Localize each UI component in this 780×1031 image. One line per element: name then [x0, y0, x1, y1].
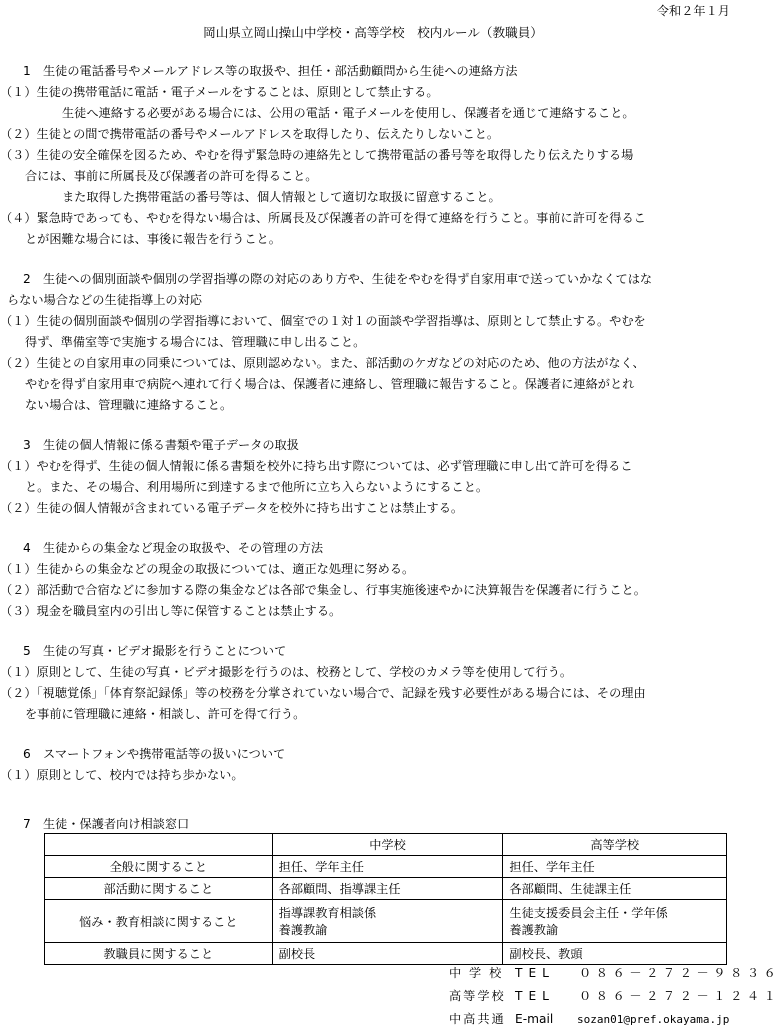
junior-high-cell [272, 856, 503, 878]
rule-line: 得ず、準備室等で実施する場合には、管理職に申し出ること。 [25, 335, 366, 349]
cell-line: 指導課教育相談係 [278, 906, 377, 920]
rule-line: と。また、その場合、利用場所に到達するまで他所に立ち入らないようにすること。 [25, 480, 489, 494]
contact-label: 中 学 校 [449, 966, 504, 980]
rules-sections [0, 61, 746, 805]
section-heading: 7 生徒・保護者向け相談窓口 [23, 817, 190, 831]
contact-line [449, 985, 780, 1008]
cell-line: 各部顧問、指導課主任 [278, 882, 401, 896]
rule-line: （２）生徒との間で携帯電話の番号やメールアドレスを取得したり、伝えたりしないこと。 [0, 127, 500, 141]
rule-item [0, 353, 746, 416]
rule-section [0, 269, 746, 416]
consultation-section [0, 814, 746, 835]
table-header-junior-high: 中学校 [272, 834, 503, 856]
rule-item [0, 124, 746, 145]
rule-item [0, 765, 746, 786]
document-title: 岡山県立岡山操山中学校・高等学校 校内ルール（教職員） [203, 25, 543, 40]
cell-line: 生徒支援委員会主任・学年係 [509, 906, 668, 920]
rule-item [0, 559, 746, 580]
rule-line: （１）生徒の個別面談や個別の学習指導において、個室での１対１の面談や学習指導は、原則として禁止する。やむを [0, 314, 646, 328]
document-date: 令和２年１月 [656, 4, 730, 18]
rule-item [0, 601, 746, 622]
rule-item [0, 580, 746, 601]
junior-high-cell [272, 900, 503, 943]
contact-line [449, 962, 780, 985]
rule-item [0, 208, 746, 250]
rule-line: やむを得ず自家用車で病院へ連れて行く場合は、保護者に連絡し、管理職に報告すること。保護者に連絡がとれ [25, 377, 635, 391]
cell-line: 担任、学年主任 [278, 860, 364, 874]
section-heading: 4 生徒からの集金など現金の取扱や、その管理の方法 [23, 541, 324, 555]
table-header-row [45, 834, 727, 856]
rule-line: （１）やむを得ず、生徒の個人情報に係る書類を校外に持ち出す際については、必ず管理職に申し出て許可を得るこ [0, 459, 633, 473]
table-row [45, 878, 727, 900]
cell-line: 担任、学年主任 [509, 860, 595, 874]
rule-line: （１）生徒からの集金などの現金の取扱については、適正な処理に努める。 [0, 562, 415, 576]
section-heading: 6 スマートフォンや携帯電話等の扱いについて [23, 747, 286, 761]
row-label: 全般に関すること [45, 856, 273, 878]
cell-line: 各部顧問、生徒課主任 [509, 882, 632, 896]
rule-line: 生徒へ連絡する必要がある場合には、公用の電話・電子メールを使用し、保護者を通じて連絡すること。 [62, 106, 635, 120]
junior-high-cell [272, 878, 503, 900]
high-school-cell [503, 900, 727, 943]
row-label: 悩み・教育相談に関すること [45, 900, 273, 943]
rule-line: （２）部活動で合宿などに参加する際の集金などは各部で集金し、行事実施後速やかに決算報告を保護者に行うこと。 [0, 583, 646, 597]
rule-item [0, 498, 746, 519]
email-address: sozan01@pref.okayama.jp [577, 1013, 730, 1026]
consultation-table [44, 833, 727, 965]
contact-info [449, 962, 780, 1031]
section-heading: 5 生徒の写真・ビデオ撮影を行うことについて [23, 644, 287, 658]
rule-line: （１）原則として、校内では持ち歩かない。 [0, 768, 244, 782]
cell-line: 養護教諭 [509, 923, 559, 937]
table-header-blank [45, 834, 273, 856]
phone-number: ０８６－２７２－９８３６ [579, 966, 780, 980]
rule-section [0, 61, 746, 250]
rule-line: を事前に管理職に連絡・相談し、許可を得て行う。 [25, 707, 306, 721]
rule-item [0, 145, 746, 208]
row-label: 教職員に関すること [45, 943, 273, 965]
rule-line: （４）緊急時であっても、やむを得ない場合は、所属長及び保護者の許可を得て連絡を行うこと。事前に許可を得るこ [0, 211, 646, 225]
rule-section [0, 641, 746, 725]
rule-item [0, 82, 746, 124]
rule-line: ない場合は、管理職に連絡すること。 [25, 398, 233, 412]
rule-section [0, 435, 746, 519]
cell-line: 養護教諭 [278, 923, 328, 937]
rule-line: （３）生徒の安全確保を図るため、やむを得ず緊急時の連絡先として携帯電話の番号等を取得したり伝えたりする場 [0, 148, 634, 162]
section-heading: らない場合などの生徒指導上の対応 [7, 293, 202, 307]
section-heading: 1 生徒の電話番号やメールアドレス等の取扱や、担任・部活動顧問から生徒への連絡方法 [23, 64, 518, 78]
contact-type: E-mail [515, 1012, 554, 1026]
rule-line: （１）原則として、生徒の写真・ビデオ撮影を行うのは、校務として、学校のカメラ等を使用して行う。 [0, 665, 573, 679]
section-heading: 2 生徒への個別面談や個別の学習指導の際の対応のあり方や、生徒をやむを得ず自家用車で送っていかなくてはな [23, 272, 653, 286]
rule-line: 合には、事前に所属長及び保護者の許可を得ること。 [25, 169, 318, 183]
high-school-cell [503, 878, 727, 900]
table-row [45, 900, 727, 943]
contact-label: 中高共通 [449, 1012, 506, 1026]
rule-line: （２）生徒の個人情報が含まれている電子データを校外に持ち出すことは禁止する。 [0, 501, 464, 515]
rule-line: とが困難な場合には、事後に報告を行うこと。 [25, 232, 281, 246]
rule-line: （２）「視聴覚係」「体育祭記録係」等の校務を分掌されていない場合で、記録を残す必要性がある場合には、その理由 [0, 686, 646, 700]
rule-section [0, 538, 746, 622]
row-label: 部活動に関すること [45, 878, 273, 900]
table-header-high-school: 高等学校 [503, 834, 727, 856]
phone-number: ０８６－２７２－１２４１ [579, 989, 780, 1003]
rule-item [0, 662, 746, 683]
high-school-cell [503, 856, 727, 878]
table-row [45, 856, 727, 878]
rule-item [0, 683, 746, 725]
contact-type: TEL [515, 966, 555, 980]
rule-line: また取得した携帯電話の番号等は、個人情報として適切な取扱に留意すること。 [62, 190, 501, 204]
section-heading: 3 生徒の個人情報に係る書類や電子データの取扱 [23, 438, 299, 452]
rule-line: （２）生徒との自家用車の同乗については、原則認めない。また、部活動のケガなどの対応のため、他の方法がなく、 [0, 356, 645, 370]
rule-item [0, 456, 746, 498]
rule-item [0, 311, 746, 353]
cell-line: 副校長、教頭 [509, 947, 583, 961]
contact-label: 高等学校 [449, 989, 506, 1003]
contact-type: TEL [515, 989, 555, 1003]
rule-line: （３）現金を職員室内の引出し等に保管することは禁止する。 [0, 604, 342, 618]
rule-section [0, 744, 746, 786]
cell-line: 副校長 [278, 947, 316, 961]
rule-line: （１）生徒の携帯電話に電話・電子メールをすることは、原則として禁止する。 [0, 85, 439, 99]
contact-line [449, 1008, 739, 1031]
